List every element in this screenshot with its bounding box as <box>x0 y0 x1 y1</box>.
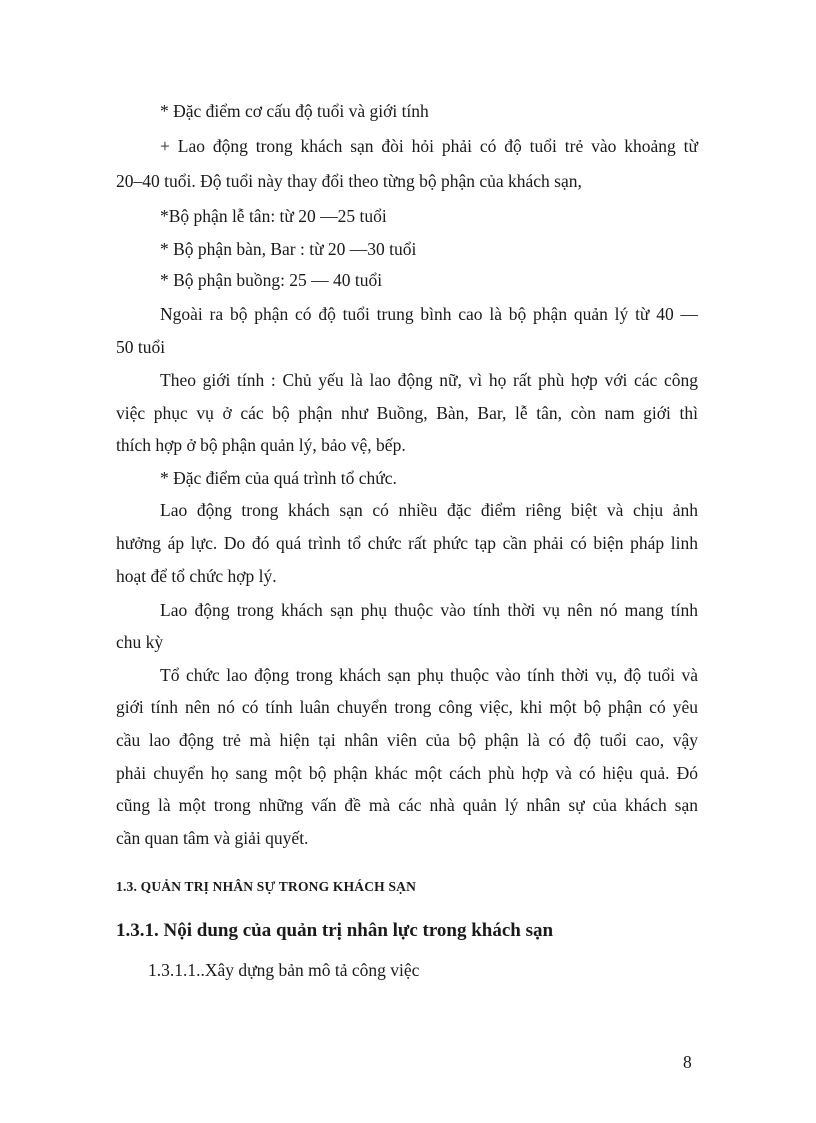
paragraph-line: *Bộ phận lễ tân: từ 20 —25 tuổi <box>160 206 387 226</box>
paragraph-line: * Bộ phận buồng: 25 — 40 tuổi <box>160 270 383 290</box>
paragraph-line: Tổ chức lao động trong khách sạn phụ thuộc vào tính thời vụ, độ tuổi và <box>160 665 698 685</box>
paragraph-line: việc phục vụ ở các bộ phận như Buồng, Bàn, Bar, lễ tân, còn nam giới thì <box>116 403 698 423</box>
paragraph-line: thích hợp ở bộ phận quản lý, bảo vệ, bếp. <box>116 435 406 455</box>
paragraph-line: hoạt để tổ chức hợp lý. <box>116 566 277 586</box>
paragraph-line: * Đặc điểm cơ cấu độ tuổi và giới tính <box>160 101 429 121</box>
paragraph-line: Ngoài ra bộ phận có độ tuổi trung bình cao là bộ phận quản lý từ 40 — <box>160 304 698 324</box>
paragraph-line: Theo giới tính : Chủ yếu là lao động nữ, vì họ rất phù hợp với các công <box>160 370 698 390</box>
paragraph-line: Lao động trong khách sạn phụ thuộc vào tính thời vụ nên nó mang tính <box>160 600 698 620</box>
section-heading: 1.3. QUẢN TRỊ NHÂN SỰ TRONG KHÁCH SẠN <box>116 879 417 894</box>
paragraph-line: hưởng áp lực. Do đó quá trình tổ chức rất phức tạp cần phải có biện pháp linh <box>116 533 698 553</box>
paragraph-line: phải chuyển họ sang một bộ phận khác một cách phù hợp và có hiệu quả. Đó <box>116 763 698 783</box>
subsubsection-heading: 1.3.1.1..Xây dựng bản mô tả công việc <box>148 960 420 980</box>
paragraph-line: 50 tuổi <box>116 337 166 357</box>
paragraph-line: giới tính nên nó có tính luân chuyển trong công việc, khi một bộ phận có yêu <box>116 697 698 717</box>
paragraph-line: 20–40 tuổi. Độ tuổi này thay đổi theo từng bộ phận của khách sạn, <box>116 171 582 191</box>
paragraph-line: cần quan tâm và giải quyết. <box>116 828 309 848</box>
paragraph-line: cũng là một trong những vấn đề mà các nhà quản lý nhân sự của khách sạn <box>116 795 698 815</box>
subsection-heading: 1.3.1. Nội dung của quản trị nhân lực trong khách sạn <box>116 920 554 941</box>
paragraph-line: * Đặc điểm của quá trình tổ chức. <box>160 468 397 488</box>
paragraph-line: cầu lao động trẻ mà hiện tại nhân viên của bộ phận là có độ tuổi cao, vậy <box>116 730 698 750</box>
paragraph-line: Lao động trong khách sạn có nhiều đặc điểm riêng biệt và chịu ảnh <box>160 500 698 520</box>
paragraph-line: * Bộ phận bàn, Bar : từ 20 —30 tuổi <box>160 239 417 259</box>
paragraph-line: + Lao động trong khách sạn đòi hỏi phải có độ tuổi trẻ vào khoảng từ <box>160 136 698 156</box>
paragraph-line: chu kỳ <box>116 632 164 652</box>
page-number: 8 <box>683 1052 692 1072</box>
